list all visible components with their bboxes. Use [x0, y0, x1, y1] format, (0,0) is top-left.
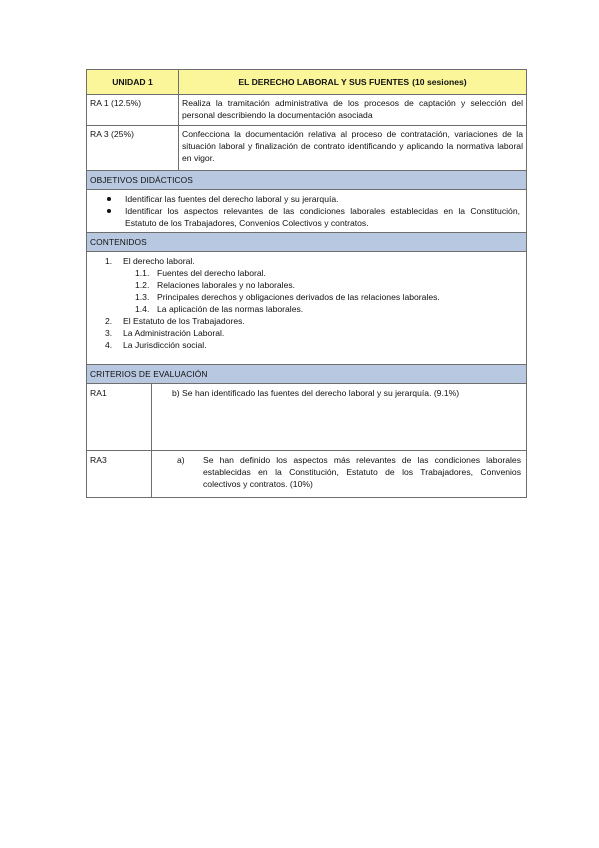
section-title: CONTENIDOS [90, 237, 147, 247]
unit-sessions: (10 sesiones) [412, 77, 467, 87]
unit-title-cell [179, 70, 526, 94]
objectives-body [87, 190, 526, 233]
criteria-letter: a) [177, 455, 185, 465]
list-item: 1. El derecho laboral. [105, 256, 195, 266]
contents-body [87, 252, 526, 365]
list-item: 2. El Estatuto de los Trabajadores. [105, 316, 245, 326]
list-item: Identificar los aspectos relevantes de las condiciones laborales establecidas en la Constitución, Estatuto de los Trabajadores, Convenios Colectivos y contratos. [103, 205, 520, 229]
list-item: 1.2. Relaciones laborales y no laborales. [135, 280, 296, 290]
unit-table [86, 69, 527, 498]
objectives-header [87, 171, 526, 190]
ra-description: Realiza la tramitación administrativa de los procesos de captación y selección del personal describiendo la documentación asociada [182, 98, 523, 120]
criteria-header [87, 365, 526, 384]
list-item: Identificar las fuentes del derecho laboral y su jerarquía. [103, 193, 520, 205]
list-item: 1.1. Fuentes del derecho laboral. [135, 268, 266, 278]
criteria-ra: RA3 [87, 451, 152, 497]
list-item: 3. La Administración Laboral. [105, 328, 225, 338]
unit-title: EL DERECHO LABORAL Y SUS FUENTES [238, 77, 410, 87]
contents-list [87, 252, 526, 364]
ra-description: Confecciona la documentación relativa al proceso de contratación, variaciones de la situación laboral y finalización de contrato identificando y aplicando la normativa laboral en vigor. [182, 129, 523, 163]
objectives-list [103, 193, 520, 229]
criteria-text-cell [152, 451, 526, 497]
criteria-row [87, 384, 526, 451]
list-item: 4. La Jurisdicción social. [105, 340, 207, 350]
criteria-row [87, 451, 526, 497]
unit-label: UNIDAD 1 [87, 70, 179, 94]
section-title: OBJETIVOS DIDÁCTICOS [90, 175, 193, 185]
unit-header-row [87, 70, 526, 95]
list-item: 1.3. Principales derechos y obligaciones derivados de las relaciones laborales. [135, 292, 440, 302]
criteria-ra: RA1 [87, 384, 152, 450]
bullet-icon [107, 197, 111, 201]
criteria-letter: b) [172, 388, 180, 398]
list-item: 1.4. La aplicación de las normas laborales. [135, 304, 304, 314]
ra-row [87, 95, 526, 126]
criteria-text-cell [152, 384, 526, 450]
ra-row [87, 126, 526, 171]
criteria-text: Se han definido los aspectos más relevantes de las condiciones laborales establecidas en la Constitución, Estatuto de los Trabajadores, Convenios colectivos y contratos. (10%) [203, 455, 521, 489]
ra-code: RA 1 (12.5%) [87, 95, 179, 125]
bullet-icon [107, 209, 111, 213]
ra-code: RA 3 (25%) [87, 126, 179, 170]
contents-header [87, 233, 526, 252]
criteria-text: Se han identificado las fuentes del derecho laboral y su jerarquía. (9.1%) [182, 388, 460, 398]
section-title: CRITERIOS DE EVALUACIÓN [90, 369, 208, 379]
